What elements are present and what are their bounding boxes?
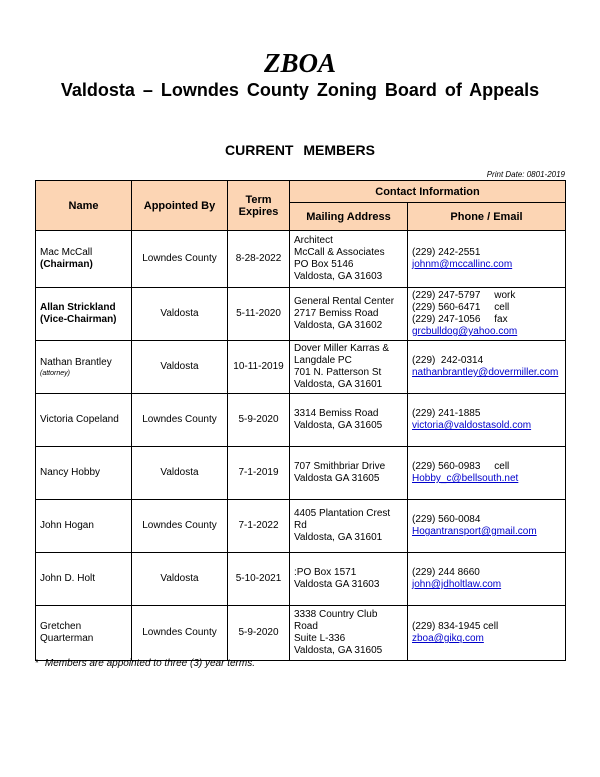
header-contact-information: Contact Information [290, 181, 566, 203]
footnote-text: Members are appointed to three (3) year terms. [44, 658, 255, 669]
mailing-address [290, 341, 408, 394]
address-line: McCall & Associates [294, 247, 385, 258]
appointed-by: Lowndes County [132, 231, 228, 288]
mailing-address [290, 231, 408, 288]
email-link[interactable]: grcbulldog@yahoo.com [412, 326, 518, 337]
phone-email [408, 606, 566, 661]
address-line: 707 Smithbriar Drive [294, 461, 386, 472]
footnote-marker: * [35, 658, 39, 669]
zboa-logo: ZBOA [263, 48, 336, 78]
email-link[interactable]: Hobby_c@bellsouth.net [412, 473, 519, 484]
address-line: Valdosta GA 31605 [294, 473, 380, 484]
term-expires: 8-28-2022 [228, 231, 290, 288]
address-line: Valdosta, GA 31603 [294, 271, 383, 282]
appointed-by: Lowndes County [132, 394, 228, 447]
address-line: 3338 Country Club [294, 609, 378, 620]
table-row [36, 500, 566, 553]
phone-email [408, 341, 566, 394]
address-line: Valdosta GA 31603 [294, 579, 380, 590]
member-name: John D. Holt [40, 573, 96, 584]
address-line: Valdosta, GA 31605 [294, 420, 383, 431]
member-name-cell [36, 606, 132, 661]
email-link[interactable]: nathanbrantley@dovermiller.com [412, 367, 559, 378]
phone-email [408, 500, 566, 553]
member-name: Nancy Hobby [40, 467, 101, 478]
appointed-by: Valdosta [132, 447, 228, 500]
phone-number: (229) 247-5797 work [412, 290, 516, 301]
organization-title: Valdosta – Lowndes County Zoning Board of Appeals [60, 80, 540, 100]
phone-number: (229) 560-6471 cell [412, 302, 510, 313]
print-date: Print Date: 0801-2019 [486, 170, 565, 179]
header-phone-email: Phone / Email [408, 203, 566, 231]
section-title: CURRENT MEMBERS [225, 142, 375, 158]
address-line: Valdosta, GA 31605 [294, 645, 383, 656]
member-name-cell [36, 553, 132, 606]
table-row [36, 231, 566, 288]
mailing-address [290, 447, 408, 500]
address-line: 4405 Plantation Crest [294, 508, 391, 519]
term-expires: 5-10-2021 [228, 553, 290, 606]
member-name: Gretchen Quarterman [40, 621, 94, 644]
appointed-by: Lowndes County [132, 606, 228, 661]
member-name-cell [36, 500, 132, 553]
appointed-by: Valdosta [132, 288, 228, 341]
mailing-address [290, 606, 408, 661]
term-expires: 5-9-2020 [228, 394, 290, 447]
address-line: General Rental Center [294, 296, 395, 307]
term-expires: 5-11-2020 [228, 288, 290, 341]
phone-number: (229) 241-1885 [412, 408, 481, 419]
phone-number: (229) 834-1945 cell [412, 621, 499, 632]
appointed-by: Valdosta [132, 341, 228, 394]
address-line: PO Box 5146 [294, 259, 354, 270]
phone-email [408, 288, 566, 341]
appointed-by: Valdosta [132, 553, 228, 606]
address-line: Architect [294, 235, 333, 246]
phone-number: (229) 244 8660 [412, 567, 480, 578]
phone-number: (229) 247-1056 fax [412, 314, 508, 325]
address-line: 3314 Bemiss Road [294, 408, 379, 419]
member-role: (Vice-Chairman) [40, 314, 117, 325]
term-expires: 7-1-2022 [228, 500, 290, 553]
address-line: Valdosta, GA 31602 [294, 320, 383, 331]
address-line: Road [294, 621, 318, 632]
table-row [36, 606, 566, 661]
phone-number: (229) 242-2551 [412, 247, 481, 258]
email-link[interactable]: victoria@valdostasold.com [412, 420, 532, 431]
member-name: Mac McCall [40, 247, 93, 258]
member-name-cell [36, 394, 132, 447]
address-line: 2717 Bemiss Road [294, 308, 379, 319]
members-table [35, 180, 566, 661]
address-line: Langdale PC [294, 355, 352, 366]
address-line: Valdosta, GA 31601 [294, 379, 383, 390]
address-line: Rd [294, 520, 307, 531]
address-line: Dover Miller Karras & [294, 343, 390, 354]
email-link[interactable]: johnm@mccallinc.com [412, 259, 513, 270]
member-name-cell [36, 231, 132, 288]
table-row [36, 341, 566, 394]
header-term-expires: Term Expires [228, 181, 290, 231]
mailing-address [290, 553, 408, 606]
mailing-address [290, 500, 408, 553]
member-role: (attorney) [40, 369, 70, 377]
phone-email [408, 231, 566, 288]
email-link[interactable]: zboa@gikq.com [412, 633, 484, 644]
member-name: Nathan Brantley [40, 356, 112, 368]
phone-email [408, 553, 566, 606]
appointed-by: Lowndes County [132, 500, 228, 553]
phone-number: (229) 560-0983 cell [412, 461, 510, 472]
phone-email [408, 447, 566, 500]
address-line: 701 N. Patterson St [294, 367, 382, 378]
phone-number: (229) 560-0084 [412, 514, 481, 525]
table-row [36, 394, 566, 447]
term-expires: 5-9-2020 [228, 606, 290, 661]
email-link[interactable]: john@jdholtlaw.com [412, 579, 502, 590]
member-name: Allan Strickland [40, 302, 116, 313]
header-name: Name [36, 181, 132, 231]
phone-email [408, 394, 566, 447]
member-name-cell [36, 447, 132, 500]
phone-number: (229) 242-0314 [412, 355, 484, 366]
header-mailing-address: Mailing Address [290, 203, 408, 231]
table-row [36, 553, 566, 606]
address-line: Suite L-336 [294, 633, 346, 644]
footnote [35, 658, 255, 669]
header-appointed-by: Appointed By [132, 181, 228, 231]
table-row [36, 447, 566, 500]
member-name: John Hogan [40, 520, 94, 531]
mailing-address [290, 394, 408, 447]
member-rows [36, 231, 566, 661]
address-line: Valdosta, GA 31601 [294, 532, 383, 543]
member-name: Victoria Copeland [40, 414, 119, 425]
mailing-address [290, 288, 408, 341]
table-row [36, 288, 566, 341]
member-name-cell [36, 341, 132, 394]
email-link[interactable]: Hogantransport@gmail.com [412, 526, 537, 537]
term-expires: 10-11-2019 [228, 341, 290, 394]
address-line: :PO Box 1571 [294, 567, 357, 578]
member-role: (Chairman) [40, 259, 93, 270]
member-name-cell [36, 288, 132, 341]
term-expires: 7-1-2019 [228, 447, 290, 500]
